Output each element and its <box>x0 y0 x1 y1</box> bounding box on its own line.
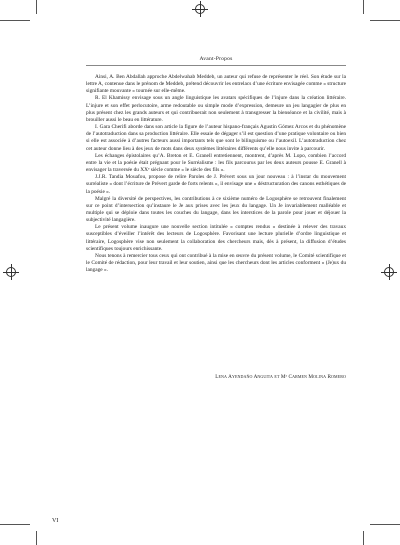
paragraph: J.J.R. Tandia Mouafou, propose de relire Paroles de J. Prévert sous un jour nouveau : à l’instar du mouvement surréaliste « dont l’écriture de Prévert garde de forts relents », il envisage une « déstructuration des canons esthétiques de la poésie ». <box>86 174 346 195</box>
crop-mark-top-right-v <box>363 0 364 14</box>
crop-mark-bottom-right-h <box>370 524 400 525</box>
crop-mark-top-right-h <box>370 20 400 21</box>
paragraph: Ainsi, A. Ben Abdallah approche Abdelwahab Meddeb, un auteur qui refuse de représenter le réel. Son étude sur la lettre A, contenue dans le prénom de Meddeb, prétend découvrir les entrelacs d’une écriture envisagée comme « structure signifiante mouvante » tournée sur elle-même. <box>86 74 346 95</box>
crop-mark-top-left-v <box>36 0 37 14</box>
registration-mark-top-icon <box>195 4 205 14</box>
signature: Lena Ayendaño Anguita et Mᵃ Carmen Molina Romero <box>215 374 346 380</box>
crop-mark-top-left-h <box>0 20 30 21</box>
crop-mark-bottom-left-v <box>36 531 37 545</box>
crop-mark-bottom-right-v <box>363 531 364 545</box>
body-text <box>86 74 346 274</box>
header-rule <box>86 65 346 66</box>
running-head: Avant-Propos <box>199 56 233 62</box>
paragraph: Nous tenons à remercier tous ceux qui ont contribué à la mise en œuvre du présent volume, le Comité scientifique et le Comité de rédaction, pour leur travail et leur soutien, ainsi que les chercheurs dont les articles conforment « (Je)ux du langage ». <box>86 252 346 274</box>
paragraph: Les échanges épistolaires qu’A. Breton et E. Granell entretiennent, montrent, d’après M. Lopo, combien l’accord entre la vie et la poésie était prégnant pour le Surréalisme : les fils parcourus par les deux auteurs pousse E. Granell à envisager la traversée du XXᵉ siècle comme « le siècle des fils ». <box>86 152 346 174</box>
paragraph: Le présent volume inaugure une nouvelle section intitulée « comptes rendus » destinée à relever des travaux susceptibles d’éveiller l’intérêt des lecteurs de Logosphère. Favorisant une lecture plurielle d’ordre linguistique et littéraire, Logosphère vise non seulement la collaboration des chercheurs mais, dès à présent, la diffusion d’études scientifiques toujours enrichissante. <box>86 224 346 252</box>
page-number: VI <box>52 518 59 524</box>
paragraph: I. Gara Cherifi aborde dans son article la figure de l’auteur hispano-français Agustín Gómez Arcos et du phénomène de l’autotraduction dans sa production littéraire. Elle essaie de dégager s’il est question d’une pratique volontaire ou bien si elle est associée à d’autres facteurs aussi importants tels que sont le bilinguisme ou l’autoexil. L’autotraduction chez cet auteur donne lieu à des jeux de mots dans deux systèmes littéraires différents qu’elle nous invite à parcourir. <box>86 124 346 152</box>
crop-mark-bottom-left-h <box>0 524 30 525</box>
registration-mark-left-icon <box>6 267 16 277</box>
paragraph: R. El Khamissy envisage sous un angle linguistique les avatars spécifiques de l’injure dans la création littéraire. L’injure et son effet perlocutoire, arme redoutable ou simple mode d’expression, demeure un jeu langagier de plus en plus présent chez les grands auteurs et qui contribuerait non seulement à transgresser la bienséance et la civilité, mais à brouiller aussi le beau en littérature. <box>86 95 346 123</box>
registration-mark-right-icon <box>384 267 394 277</box>
paragraph: Malgré la diversité de perspectives, les contributions à ce sixième numéro de Logosphère se retrouvent finalement sur ce point d’intersection qu’instaure le Je aux prises avec les jeux du langage. Un Je invariablement malléable et multiple qui se déploie dans toutes les couches du langage, dans les interstices de la parole pour jouer et déjouer la subjectivité langagière. <box>86 195 346 224</box>
